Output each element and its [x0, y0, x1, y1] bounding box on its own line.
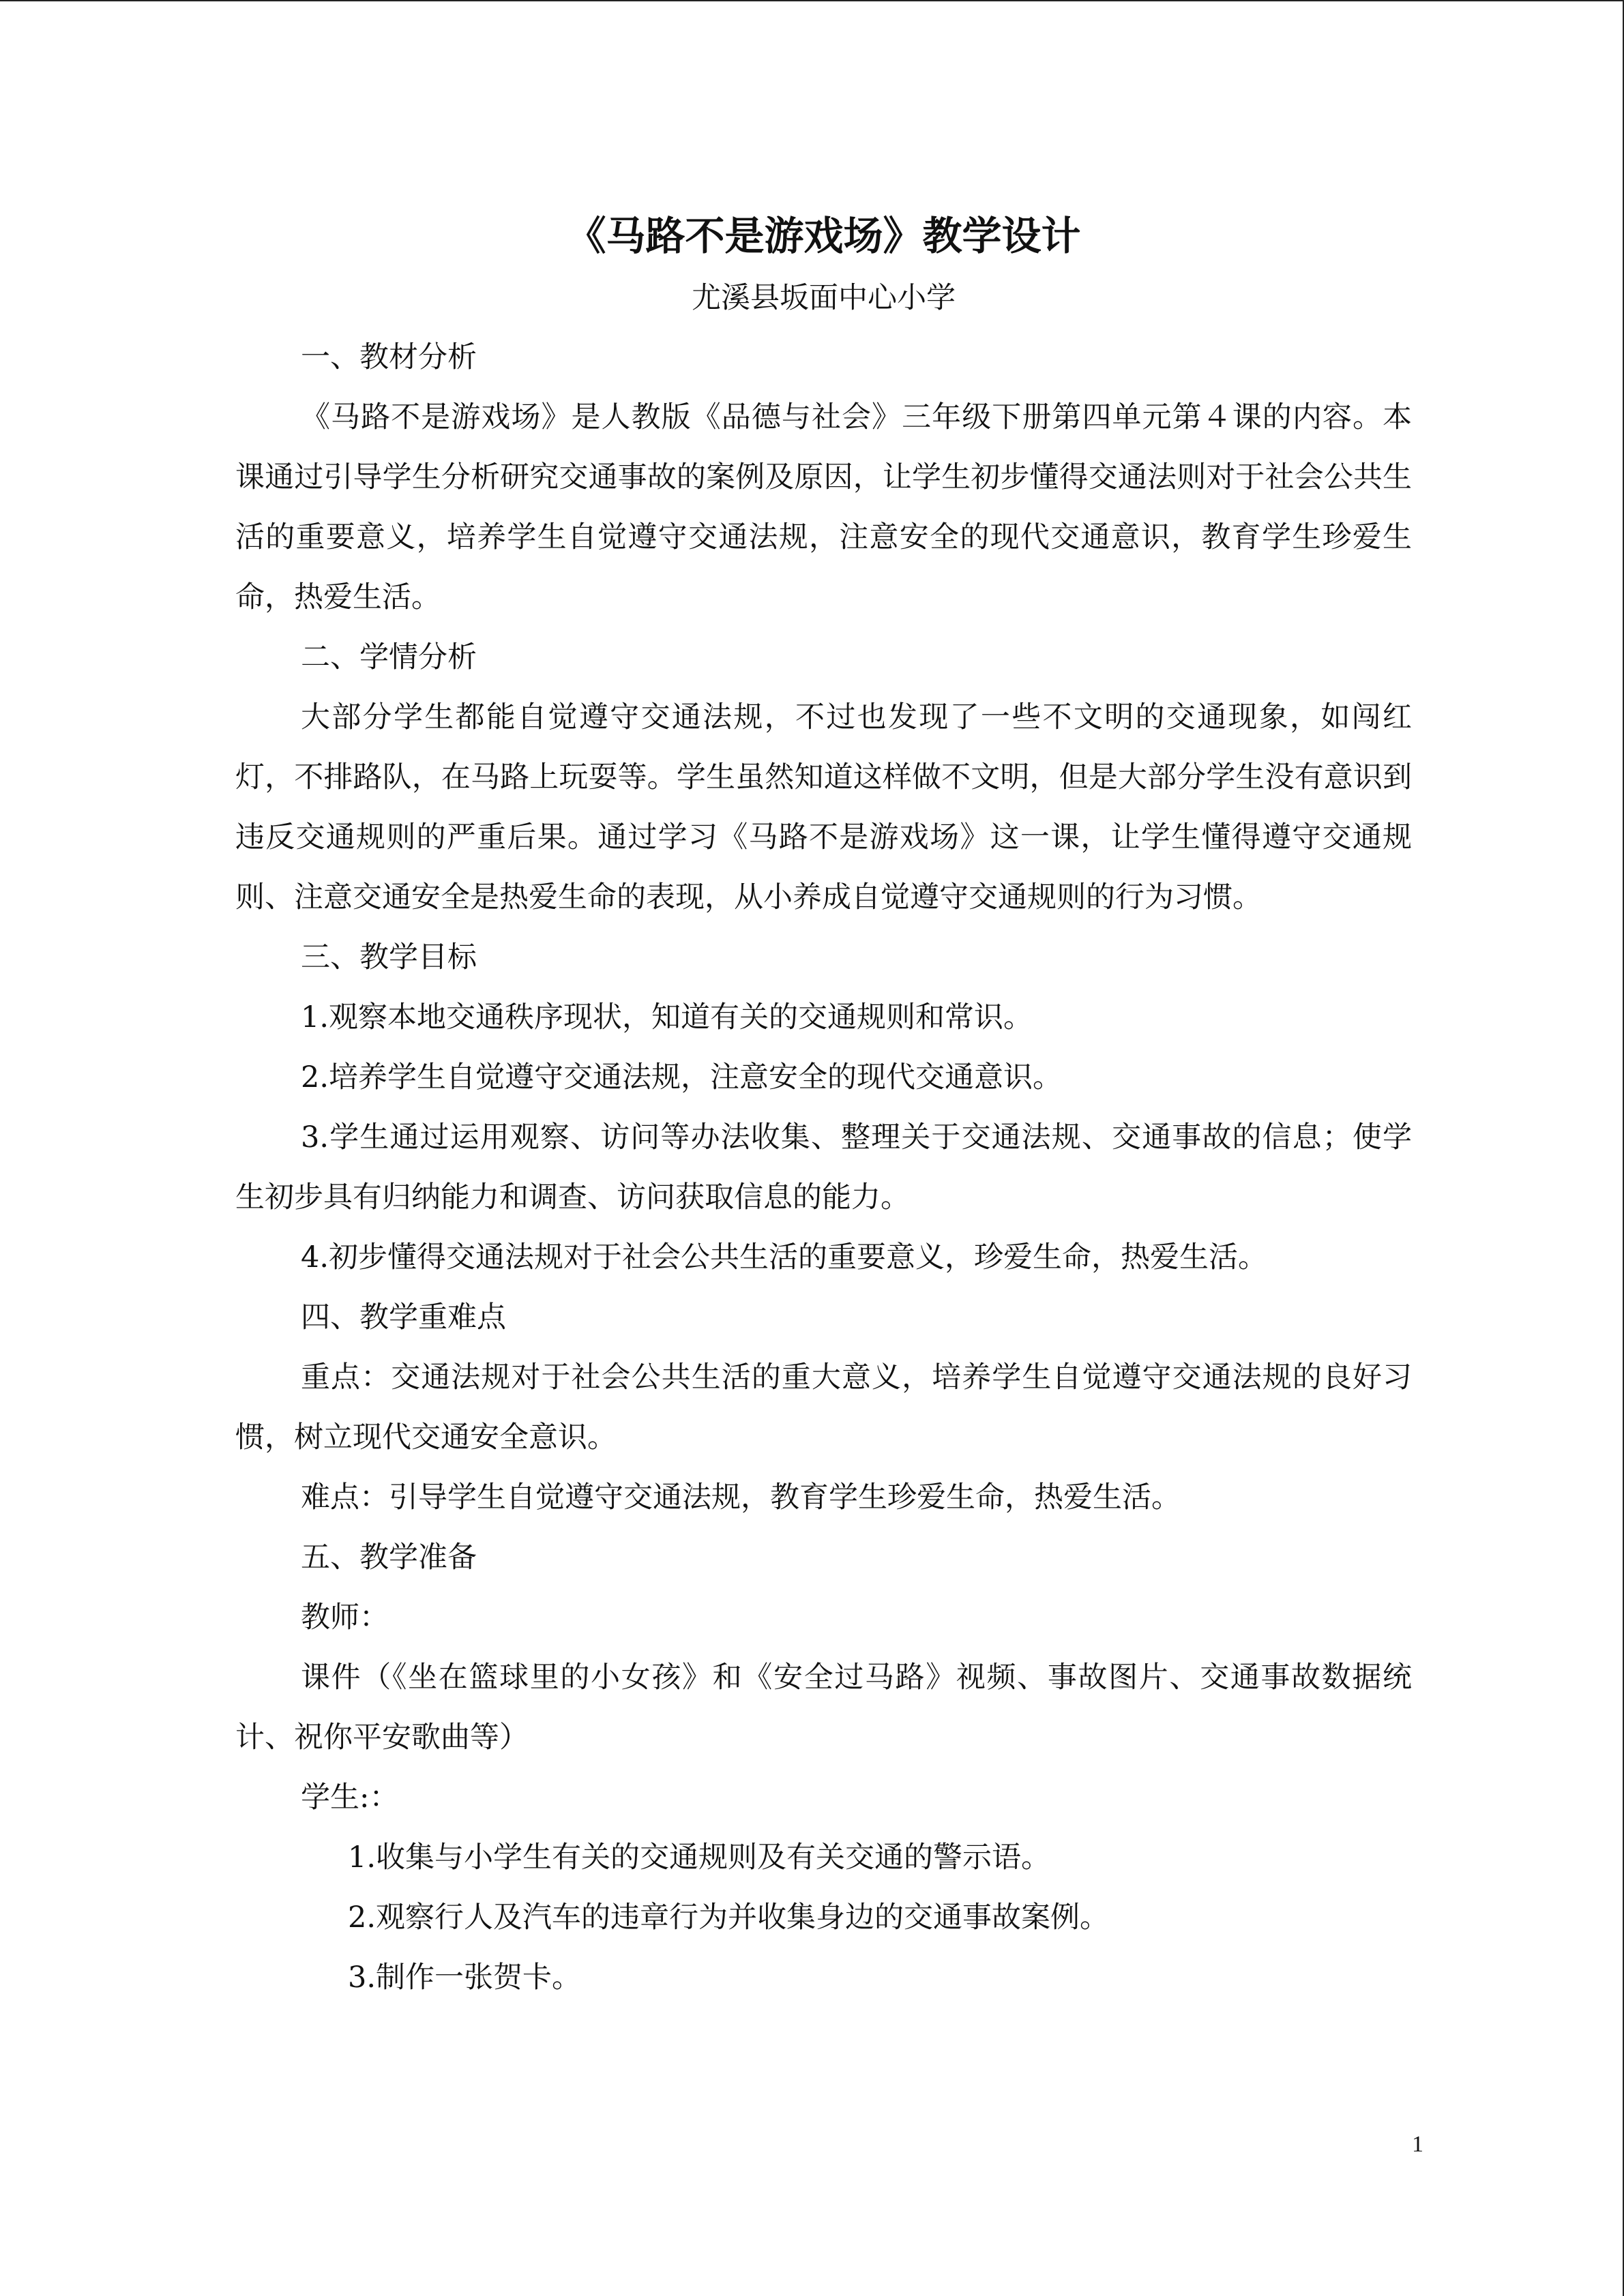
objective-item: 3.学生通过运用观察、访问等办法收集、整理关于交通法规、交通事故的信息；使学生初步具有归纳能力和调查、访问获取信息的能力。	[235, 1120, 1412, 1214]
document-title: 《马路不是游戏场》教学设计	[566, 213, 1081, 259]
student-preparation-item: 3.制作一张贺卡。	[348, 1960, 582, 1995]
objective-item: 2.培养学生自觉遵守交通法规，注意安全的现代交通意识。	[301, 1060, 1063, 1094]
student-label: 学生:：	[301, 1780, 399, 1815]
section-heading-material: 一、教材分析	[301, 340, 477, 374]
section-heading-preparation: 五、教学准备	[301, 1540, 477, 1575]
teacher-label: 教师：	[301, 1600, 389, 1635]
school-name: 尤溪县坂面中心小学	[692, 281, 956, 315]
difficult-point-paragraph: 难点：引导学生自觉遵守交通法规，教育学生珍爱生命，热爱生活。	[301, 1480, 1181, 1515]
page-number: 1	[1412, 2132, 1423, 2157]
student-preparation-item: 1.收集与小学生有关的交通规则及有关交通的警示语。	[348, 1840, 1051, 1875]
section-heading-key-points: 四、教学重难点	[301, 1300, 506, 1335]
key-point-paragraph: 重点：交通法规对于社会公共生活的重大意义，培养学生自觉遵守交通法规的良好习惯，树立现代交通安全意识。	[235, 1360, 1412, 1455]
section-heading-objectives: 三、教学目标	[301, 940, 477, 974]
section-heading-student: 二、学情分析	[301, 640, 477, 674]
student-preparation-item: 2.观察行人及汽车的违章行为并收集身边的交通事故案例。	[348, 1900, 1110, 1935]
document-body	[235, 205, 1412, 2008]
teacher-preparation-text: 课件（《坐在篮球里的小女孩》和《安全过马路》视频、事故图片、交通事故数据统计、祝你平安歌曲等）	[235, 1660, 1412, 1755]
objective-item: 4.初步懂得交通法规对于社会公共生活的重要意义，珍爱生命，热爱生活。	[301, 1240, 1268, 1274]
material-analysis-paragraph: 《马路不是游戏场》是人教版《品德与社会》三年级下册第四单元第４课的内容。本课通过引导学生分析研究交通事故的案例及原因，让学生初步懂得交通法则对于社会公共生活的重要意义，培养学生自觉遵守交通法规，注意安全的现代交通意识，教育学生珍爱生命，热爱生活。	[235, 400, 1412, 614]
student-analysis-paragraph: 大部分学生都能自觉遵守交通法规，不过也发现了一些不文明的交通现象，如闯红灯，不排路队，在马路上玩耍等。学生虽然知道这样做不文明，但是大部分学生没有意识到违反交通规则的严重后果。通过学习《马路不是游戏场》这一课，让学生懂得遵守交通规则、注意交通安全是热爱生命的表现，从小养成自觉遵守交通规则的行为习惯。	[235, 700, 1412, 914]
objective-item: 1.观察本地交通秩序现状，知道有关的交通规则和常识。	[301, 1000, 1033, 1034]
